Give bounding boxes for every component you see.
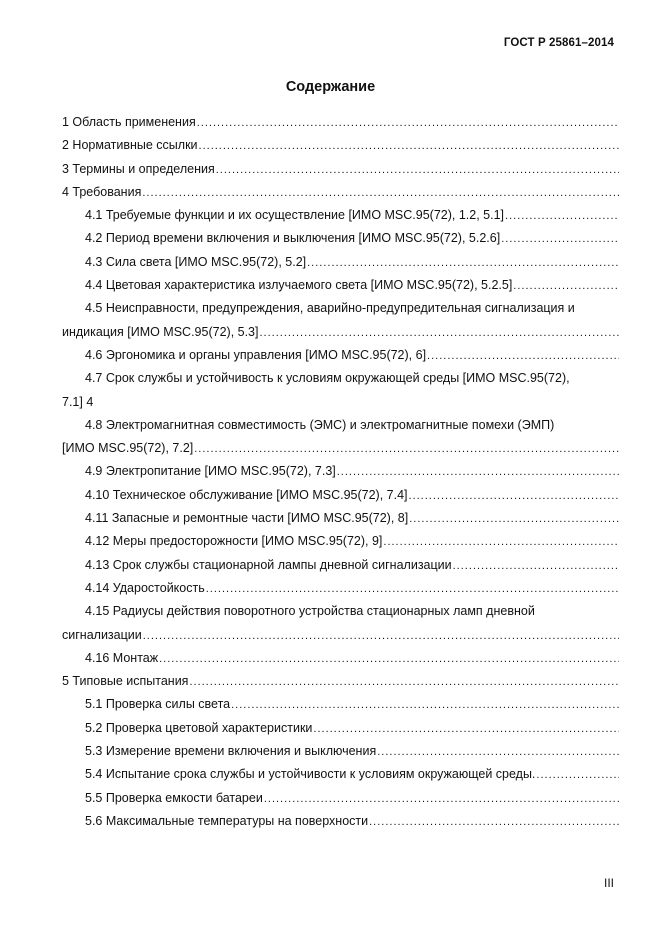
dot-leader <box>142 182 619 204</box>
dot-leader <box>409 508 619 530</box>
toc-entry-4-10[interactable]: 4.10 Техническое обслуживание [ИМО MSC.95(72), 7.4] ..... <box>62 484 619 507</box>
toc-entry-4-3[interactable]: 4.3 Сила света [ИМО MSC.95(72), 5.2] ..... <box>62 251 619 274</box>
dot-leader <box>231 694 619 716</box>
toc-entry-4-7-line1[interactable]: 4.7 Срок службы и устойчивость к условиям окружающей среды [ИМО MSC.95(72), <box>85 371 570 386</box>
page-title: Содержание <box>285 79 376 95</box>
toc-entry-2[interactable]: 2 Нормативные ссылки ..... <box>62 134 619 157</box>
dot-leader <box>206 578 619 600</box>
toc-entry-5-6[interactable]: 5.6 Максимальные температуры на поверхности ..... <box>62 810 619 833</box>
toc-entry-4-11[interactable]: 4.11 Запасные и ремонтные части [ИМО MSC.95(72), 8] ..... <box>62 507 619 530</box>
dot-leader <box>337 461 619 483</box>
dot-leader <box>143 625 619 647</box>
toc-entry-5-1[interactable]: 5.1 Проверка силы света ..... <box>62 693 619 716</box>
dot-leader <box>427 345 619 367</box>
dot-leader <box>259 322 619 344</box>
toc-entry-5-2[interactable]: 5.2 Проверка цветовой характеристики ..... <box>62 717 619 740</box>
toc-entry-4-8-line2[interactable]: [ИМО MSC.95(72), 7.2] ..... <box>62 437 619 460</box>
toc-entry-4-2[interactable]: 4.2 Период времени включения и выключения [ИМО MSC.95(72), 5.2.6] ..... <box>62 227 619 250</box>
toc-entry-3[interactable]: 3 Термины и определения ..... <box>62 158 619 181</box>
toc-entry-4-15-line1[interactable]: 4.15 Радиусы действия поворотного устройства стационарных ламп дневной <box>85 604 535 619</box>
dot-leader <box>216 159 619 181</box>
toc-entry-5-4[interactable]: 5.4 Испытание срока службы и устойчивости к условиям окружающей среды. ..... <box>62 763 619 786</box>
toc-entry-4-13[interactable]: 4.13 Срок службы стационарной лампы дневной сигнализации ..... <box>62 554 619 577</box>
dot-leader <box>409 485 619 507</box>
toc-entry-5[interactable]: 5 Типовые испытания ..... <box>62 670 619 693</box>
dot-leader <box>313 718 619 740</box>
dot-leader <box>501 228 619 250</box>
toc-entry-4-7-line2[interactable]: 7.1] 4 <box>62 394 94 409</box>
toc-entry-4-1[interactable]: 4.1 Требуемые функции и их осуществление [ИМО MSC.95(72), 1.2, 5.1] ..... <box>62 204 619 227</box>
dot-leader <box>264 788 619 810</box>
dot-leader <box>505 205 619 227</box>
toc-entry-4-14[interactable]: 4.14 Ударостойкость ..... <box>62 577 619 600</box>
dot-leader <box>383 531 619 553</box>
toc-entry-4-16[interactable]: 4.16 Монтаж ..... <box>62 647 619 670</box>
dot-leader <box>377 741 619 763</box>
toc-entry-4-12[interactable]: 4.12 Меры предосторожности [ИМО MSC.95(72), 9] ..... <box>62 530 619 553</box>
toc-entry-4-6[interactable]: 4.6 Эргономика и органы управления [ИМО MSC.95(72), 6] ..... <box>62 344 619 367</box>
page-number: III <box>603 876 614 890</box>
toc-entry-4-4[interactable]: 4.4 Цветовая характеристика излучаемого света [ИМО MSC.95(72), 5.2.5] ..... <box>62 274 619 297</box>
dot-leader <box>159 648 619 670</box>
document-code-header: ГОСТ Р 25861–2014 <box>503 37 614 49</box>
toc-entry-5-3[interactable]: 5.3 Измерение времени включения и выключения ..... <box>62 740 619 763</box>
dot-leader <box>536 764 619 786</box>
toc-entry-4[interactable]: 4 Требования ..... <box>62 181 619 204</box>
dot-leader <box>199 135 619 157</box>
dot-leader <box>369 811 619 833</box>
dot-leader <box>453 555 619 577</box>
toc-entry-5-5[interactable]: 5.5 Проверка емкости батареи ..... <box>62 787 619 810</box>
toc-entry-4-9[interactable]: 4.9 Электропитание [ИМО MSC.95(72), 7.3] ..... <box>62 460 619 483</box>
toc-entry-4-15-line2[interactable]: сигнализации ..... <box>62 624 619 647</box>
dot-leader <box>189 671 619 693</box>
toc-entry-4-5-line2[interactable]: индикация [ИМО MSC.95(72), 5.3] ..... <box>62 321 619 344</box>
dot-leader <box>194 438 619 460</box>
dot-leader <box>197 112 619 134</box>
dot-leader <box>513 275 619 297</box>
dot-leader <box>307 252 619 274</box>
table-of-contents <box>62 111 619 833</box>
toc-entry-4-5-line1[interactable]: 4.5 Неисправности, предупреждения, аварийно-предупредительная сигнализация и <box>85 301 575 316</box>
toc-entry-1[interactable]: 1 Область применения ..... <box>62 111 619 134</box>
toc-entry-4-8-line1[interactable]: 4.8 Электромагнитная совместимость (ЭМС) и электромагнитные помехи (ЭМП) <box>85 417 555 432</box>
